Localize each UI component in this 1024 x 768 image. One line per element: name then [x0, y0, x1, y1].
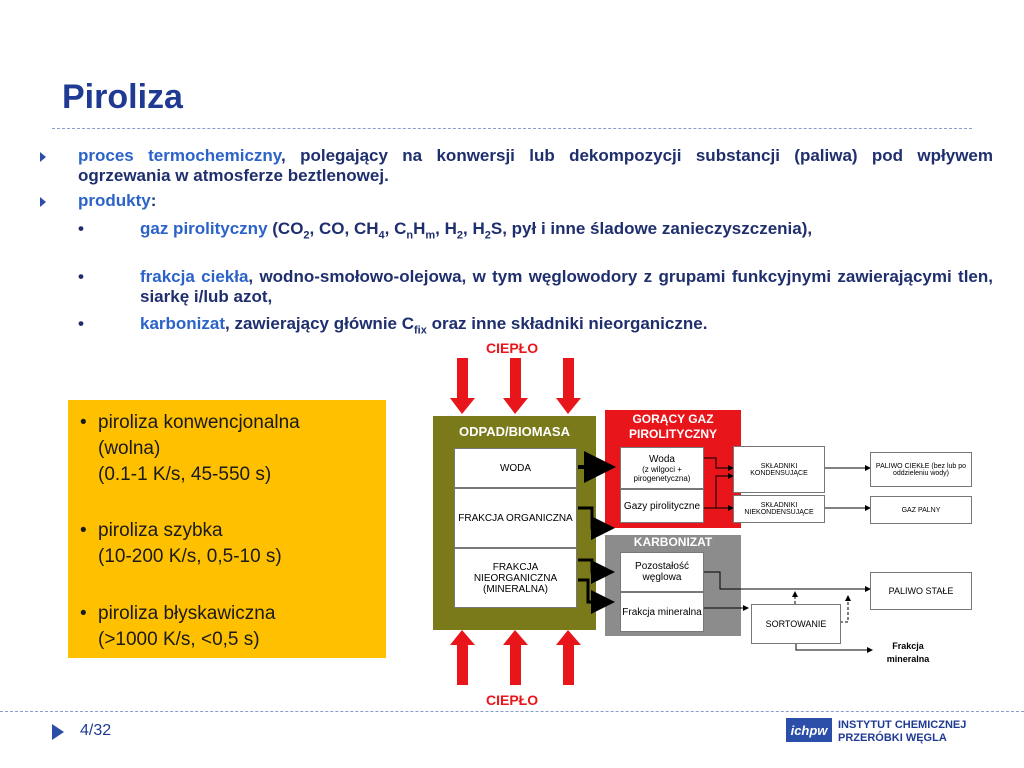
bullet-definition-highlight: proces termochemiczny — [78, 146, 281, 165]
mineral-output-label: Frakcja mineralna — [886, 641, 930, 664]
footer-divider — [0, 711, 1024, 712]
text-fragment: oraz inne składniki nieorganiczne. — [426, 314, 708, 333]
water-box: WODA — [454, 448, 577, 488]
type-dot: • — [80, 603, 87, 624]
text-fragment: (CO — [267, 219, 304, 238]
bullet-products-colon: : — [150, 191, 157, 210]
bullet-definition-text: , polegający na konwersji lub dekompozycji substancji (paliwa) pod wpływem ogrzewania w atmosferze beztlenowej. — [78, 146, 993, 185]
sub-bullet-gas-highlight: gaz pirolityczny — [140, 219, 268, 238]
institute-name — [838, 719, 966, 745]
water-gas-box — [620, 447, 704, 489]
dot-bullet: • — [78, 314, 84, 333]
institute-name-line2: PRZERÓBKI WĘGLA — [838, 732, 947, 744]
mineral-fraction-box: Frakcja mineralna — [620, 592, 704, 632]
text-fragment: , H — [435, 219, 457, 238]
organic-fraction-box: FRAKCJA ORGANICZNA — [454, 488, 577, 548]
text-fragment: H — [413, 219, 426, 238]
hot-gas-label: GORĄCY GAZ PIROLITYCZNY — [628, 412, 717, 441]
subscript: 4 — [378, 229, 385, 242]
bullet-products-highlight: produkty — [78, 191, 151, 210]
type-conventional: piroliza konwencjonalna — [98, 412, 300, 433]
sub-bullet-char-highlight: karbonizat — [140, 314, 226, 333]
page-title: Piroliza — [62, 78, 183, 116]
sorting-box: SORTOWANIE — [751, 604, 841, 644]
text-fragment: S, pył i inne śladowe zanieczyszczenia), — [490, 219, 813, 238]
text-fragment: , C — [384, 219, 407, 238]
inorganic-fraction-box: FRAKCJA NIEORGANICZNA (MINERALNA) — [454, 548, 577, 608]
institute-logo-icon: ichpw — [786, 718, 832, 742]
water-gas-sub: (z wilgoci + pirogenetyczna) — [633, 464, 691, 483]
subscript: 2 — [303, 229, 310, 242]
heat-arrows-top — [450, 358, 581, 414]
biomass-label: ODPAD/BIOMASA — [459, 424, 570, 439]
subscript: 2 — [484, 229, 491, 242]
text-fragment: , zawierający głównie C — [225, 314, 414, 333]
dot-bullet: • — [78, 219, 84, 238]
subscript: m — [425, 229, 436, 242]
type-flash: piroliza błyskawiczna — [98, 603, 276, 624]
heat-arrows-bottom — [450, 630, 581, 685]
type-dot: • — [80, 412, 87, 433]
type-conventional-params: (0.1-1 K/s, 45-550 s) — [98, 464, 272, 485]
noncondensing-box: SKŁADNIKI NIEKONDENSUJĄCE — [733, 495, 825, 523]
condensing-box: SKŁADNIKI KONDENSUJĄCE — [733, 446, 825, 493]
solid-fuel-box: PALIWO STAŁE — [870, 572, 972, 610]
type-dot: • — [80, 520, 87, 541]
type-fast-params: (10-200 K/s, 0,5-10 s) — [98, 546, 282, 567]
char-label: KARBONIZAT — [633, 535, 713, 549]
pyro-gases-box: Gazy pirolityczne — [620, 489, 704, 523]
water-gas-label: Woda — [649, 453, 675, 465]
play-icon[interactable] — [52, 724, 64, 740]
subscript: fix — [414, 324, 427, 337]
heat-label-top: CIEPŁO — [486, 340, 539, 356]
type-fast: piroliza szybka — [98, 520, 223, 541]
dot-bullet: • — [78, 267, 84, 286]
heat-label-bottom: CIEPŁO — [486, 692, 539, 708]
text-fragment: , CO, CH — [309, 219, 379, 238]
type-flash-params: (>1000 K/s, <0,5 s) — [98, 629, 260, 650]
carbon-residue-box: Pozostałość węglowa — [620, 552, 704, 592]
text-fragment: , wodno-smołowo-olejowa, w tym węglowodory z grupami funkcyjnymi zawierającymi tlen, siarkę i/lub azot, — [140, 267, 993, 306]
subscript: 2 — [456, 229, 464, 242]
institute-name-line1: INSTYTUT CHEMICZNEJ — [838, 719, 967, 731]
subscript: n — [406, 229, 414, 242]
sub-bullet-liquid-highlight: frakcja ciekła — [140, 267, 249, 286]
liquid-fuel-box: PALIWO CIEKŁE (bez lub po oddzieleniu wody) — [870, 452, 972, 487]
type-conventional-desc: (wolna) — [98, 438, 161, 459]
page-number: 4/32 — [80, 722, 112, 739]
text-fragment: , H — [463, 219, 485, 238]
fuel-gas-box: GAZ PALNY — [870, 496, 972, 524]
